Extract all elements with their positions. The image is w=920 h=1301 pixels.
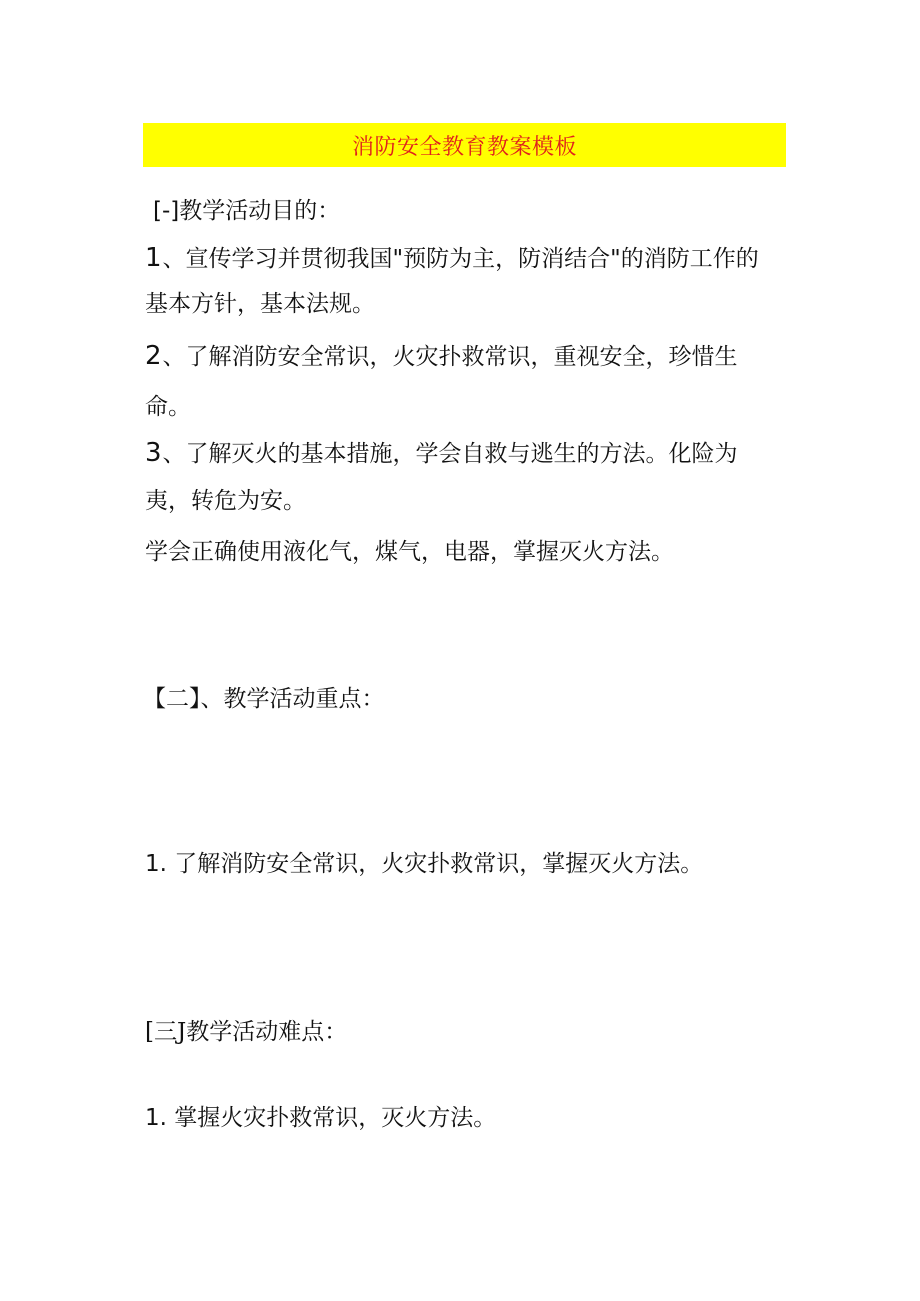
section3-heading-text: 教学活动难点：: [186, 1019, 348, 1045]
section1-item-2: [145, 341, 738, 372]
section3-bracket: [三J: [145, 1019, 187, 1045]
item-number: 1: [145, 243, 163, 273]
section1-item-3-continued: 夷，转危为安。: [145, 488, 306, 514]
item-number: 2: [145, 341, 163, 371]
section2-heading: 【二】、教学活动重点：: [143, 686, 385, 712]
item-number: 3: [145, 438, 163, 468]
item-text: 、了解消防安全常识，火灾扑救常识，重视安全，珍惜生: [162, 344, 738, 370]
section1-item-2-continued: 命。: [145, 394, 191, 420]
item-text: 、宣传学习并贯彻我国"预防为主，防消结合"的消防工作的: [162, 246, 759, 272]
section3-heading: [145, 1017, 347, 1047]
title-banner: [143, 123, 786, 167]
section1-item-1: [145, 243, 759, 274]
section3-item: 1. 掌握火灾扑救常识，灭火方法。: [145, 1105, 497, 1131]
item-text: 、了解灭火的基本措施，学会自救与逃生的方法。化险为: [162, 441, 738, 467]
document-title: 消防安全教育教案模板: [351, 134, 577, 160]
section1-item-1-continued: 基本方针，基本法规。: [145, 291, 375, 317]
section1-extra: 学会正确使用液化气，煤气，电器，掌握灭火方法。: [145, 539, 674, 565]
section1-heading: [-]教学活动目的：: [153, 198, 341, 224]
section2-item: 1. 了解消防安全常识，火灾扑救常识，掌握灭火方法。: [145, 851, 704, 877]
section1-item-3: [145, 438, 738, 469]
